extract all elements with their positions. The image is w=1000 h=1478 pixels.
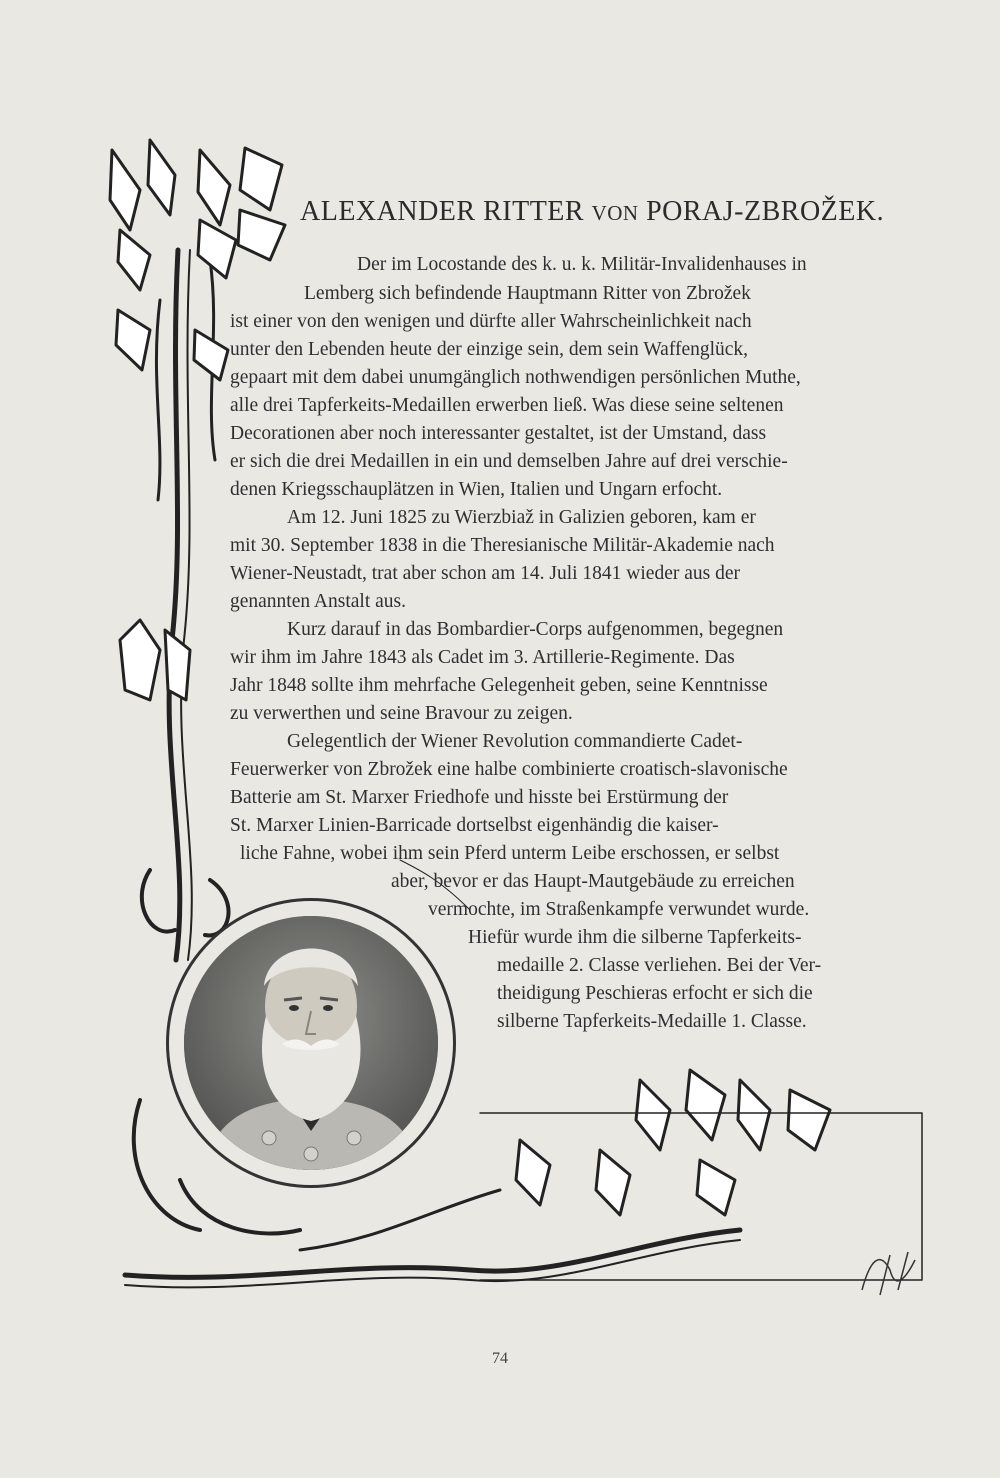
text-line: alle drei Tapferkeits-Medaillen erwerben ließ. Was diese seine seltenen — [230, 395, 784, 416]
text-line: Gelegentlich der Wiener Revolution commandierte Cadet- — [287, 731, 743, 752]
text-line: Jahr 1848 sollte ihm mehrfache Gelegenheit geben, seine Kenntnisse — [230, 675, 768, 696]
text-line: Decorationen aber noch interessanter gestaltet, ist der Umstand, dass — [230, 423, 767, 444]
text-line: St. Marxer Linien-Barricade dortselbst eigenhändig die kaiser- — [230, 815, 719, 836]
text-line: liche Fahne, wobei ihm sein Pferd unterm Leibe erschossen, er selbst — [240, 843, 780, 864]
page-number: 74 — [492, 1350, 508, 1367]
text-line: Wiener-Neustadt, trat aber schon am 14. Juli 1841 wieder aus der — [230, 563, 740, 584]
text-line: Kurz darauf in das Bombardier-Corps aufgenommen, begegnen — [287, 619, 784, 640]
text-line: gepaart mit dem dabei unumgänglich nothwendigen persönlichen Muthe, — [230, 367, 801, 388]
text-line: genannten Anstalt aus. — [230, 591, 407, 612]
text-line: Feuerwerker von Zbrožek eine halbe combinierte croatisch-slavonische — [230, 759, 788, 780]
text-line: aber, bevor er das Haupt-Mautgebäude zu erreichen — [391, 871, 795, 892]
text-line: medaille 2. Classe verliehen. Bei der Ver- — [497, 955, 822, 976]
text-line: Batterie am St. Marxer Friedhofe und hisste bei Erstürmung der — [230, 787, 729, 808]
text-line: wir ihm im Jahre 1843 als Cadet im 3. Artillerie-Regimente. Das — [230, 647, 735, 668]
text-line: Hiefür wurde ihm die silberne Tapferkeits- — [468, 927, 802, 948]
text-line: ist einer von den wenigen und dürfte aller Wahrscheinlichkeit nach — [230, 311, 752, 332]
text-line: theidigung Peschieras erfocht er sich die — [497, 983, 813, 1004]
artist-monogram — [862, 1252, 915, 1295]
text-line: Am 12. Juni 1825 zu Wierzbiaž in Galizien geboren, kam er — [287, 507, 756, 528]
text-line: silberne Tapferkeits-Medaille 1. Classe. — [497, 1011, 807, 1032]
article-title: ALEXANDER RITTER VON PORAJ-ZBROŽEK. — [300, 196, 885, 227]
text-line: unter den Lebenden heute der einzige sein, dem sein Waffenglück, — [230, 339, 749, 360]
text-line: vermochte, im Straßenkampfe verwundet wurde. — [428, 899, 810, 920]
portrait-photo — [184, 916, 438, 1170]
text-line: zu verwerthen und seine Bravour zu zeigen. — [230, 703, 573, 724]
text-line: Der im Locostande des k. u. k. Militär-Invalidenhauses in — [357, 254, 807, 275]
text-line: Lemberg sich befindende Hauptmann Ritter von Zbrožek — [304, 283, 751, 304]
text-line: er sich die drei Medaillen in ein und demselben Jahre auf drei verschie- — [230, 451, 788, 472]
text-line: denen Kriegsschauplätzen in Wien, Italien und Ungarn erfocht. — [230, 479, 723, 500]
text-line: mit 30. September 1838 in die Theresianische Militär-Akademie nach — [230, 535, 775, 556]
